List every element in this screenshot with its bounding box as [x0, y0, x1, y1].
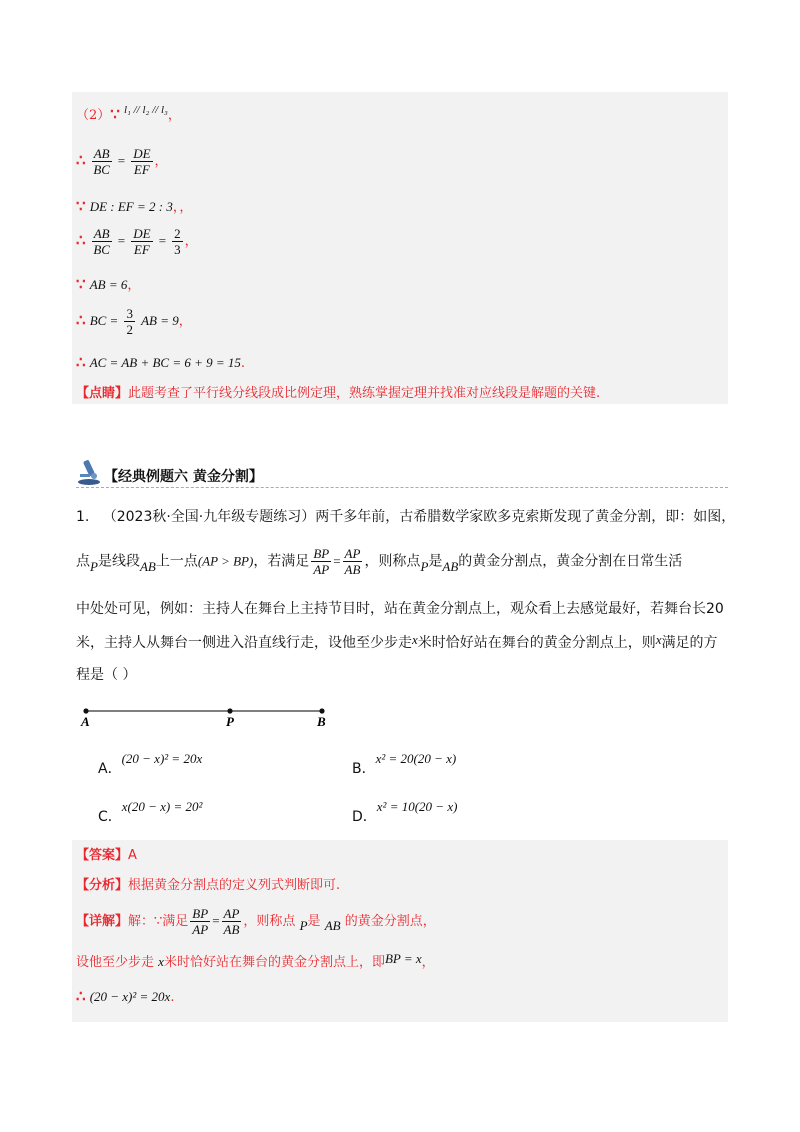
segment-figure — [76, 702, 346, 728]
comment-text: 此题考查了平行线分线段成比例定理，熟练掌握定理并找准对应线段是解题的关键. — [128, 386, 601, 401]
comment-tag: 【点睛】 — [76, 386, 129, 401]
point-B — [319, 708, 324, 713]
question-line-4: 米，主持人从舞台一侧进入沿直线行走，设他至少步走x米时恰好站在舞台的黄金分割点上，则x满足的方 — [76, 632, 718, 651]
detail-line-1: 【详解】解：∵满足 $\frac{BP}{AP}$ = $\frac{AP}{AB}$ ，则称点 P是 AB 的黄金分割点， — [76, 906, 436, 937]
question-line-3: 中处处可见，例如：主持人在舞台上主持节目时，站在黄金分割点上，观众看上去感觉最好，若舞台长20 — [76, 601, 724, 617]
microscope-icon — [76, 456, 102, 486]
solution-line-2: ∴ $\frac{AB}{BC}$ = $\frac{DE}{EF}$ ， — [76, 146, 168, 177]
comment-line — [76, 384, 600, 404]
solution-line-6: ∴ BC = $\frac{3}{2}$ AB = 9， — [76, 306, 192, 337]
answer-value: A — [128, 848, 137, 863]
detail-line-3: ∴ (20 − x)² = 20x. — [76, 987, 175, 1005]
answer-line: 【答案】A — [76, 848, 137, 863]
option-d[interactable]: D．x² = 10(20 − x) — [352, 799, 458, 825]
option-c[interactable]: C．x(20 − x) = 20² — [98, 799, 203, 825]
solution-line-4: ∴ $\frac{AB}{BC}$ = $\frac{DE}{EF}$ = $\frac{2}{3}$ ， — [76, 226, 198, 257]
question-line-2: 点P是线段AB上一点(AP > BP)，若满足 $\frac{BP}{AP}$ = $\frac{AP}{AB}$ ，则称点P是AB的黄金分割点，黄金分割在日常生活 — [76, 546, 683, 577]
label-B: B — [317, 714, 326, 728]
analysis-line: 【分析】根据黄金分割点的定义列式判断即可. — [76, 878, 341, 893]
label-A: A — [81, 714, 90, 728]
section-title: 【经典例题六 黄金分割】 — [104, 469, 263, 485]
section-divider — [76, 487, 728, 488]
option-b[interactable]: B．x² = 20(20 − x) — [352, 751, 457, 777]
solution-line-7: ∴ AC = AB + BC = 6 + 9 = 15. — [76, 353, 246, 371]
question-line-5: 程是（ ） — [76, 667, 137, 683]
point-A — [83, 708, 88, 713]
solution-line-1: （2）∵ $^{l_1 // l_2 // l_3}$， — [76, 104, 181, 123]
label-P: P — [226, 714, 234, 728]
point-P — [227, 708, 232, 713]
solution-line-5: ∵ AB = 6， — [76, 275, 141, 293]
question-line-1: 1. （2023秋·全国·九年级专题练习）两千多年前，古希腊数学家欧多克索斯发现了黄金分割，即：如图， — [76, 509, 736, 525]
option-a[interactable]: A．(20 − x)² = 20x — [98, 751, 203, 777]
solution-line-3: ∵ DE : EF = 2 : 3，， — [76, 197, 193, 215]
detail-line-2: 设他至少步走 x米时恰好站在舞台的黄金分割点上，即BP = x， — [76, 951, 435, 970]
